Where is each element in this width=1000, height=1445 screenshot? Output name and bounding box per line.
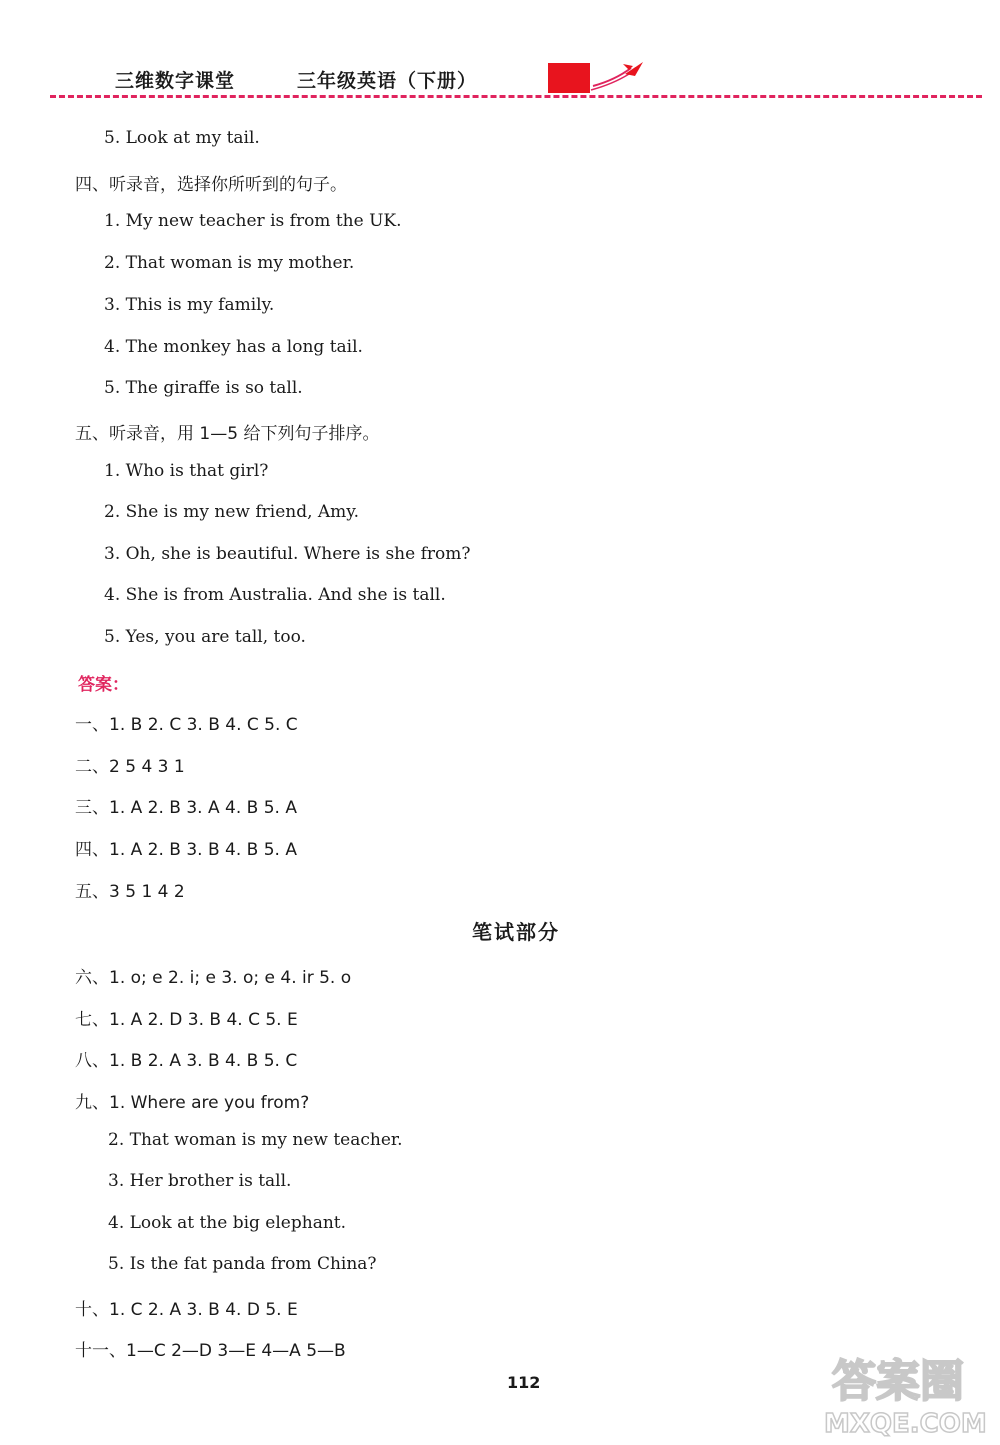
s4-item-5: 5. The giraffe is so tall. — [104, 378, 303, 398]
written-part-title: 笔试部分 — [472, 920, 560, 944]
written-line-6: 六、1. o; e 2. i; e 3. o; e 4. ir 5. o — [75, 968, 352, 988]
s5-item-4: 4. She is from Australia. And she is tall. — [104, 585, 446, 605]
nine-item-2: 2. That woman is my new teacher. — [108, 1130, 403, 1150]
written-line-11: 十一、1—C 2—D 3—E 4—A 5—B — [75, 1341, 346, 1361]
book-title: 三年级英语（下册） — [297, 70, 478, 92]
nine-item-5: 5. Is the fat panda from China? — [108, 1254, 377, 1274]
watermark-url: MXQE.COM — [824, 1409, 987, 1439]
answer-line-1: 一、1. B 2. C 3. B 4. C 5. C — [75, 715, 298, 735]
written-line-8: 八、1. B 2. A 3. B 4. B 5. C — [75, 1051, 298, 1071]
watermark-logo — [812, 1344, 992, 1439]
series-title: 三维数字课堂 — [115, 70, 236, 92]
page-number: 112 — [507, 1373, 541, 1392]
rocket-icon — [585, 58, 649, 92]
nine-item-4: 4. Look at the big elephant. — [108, 1213, 347, 1233]
answer-line-3: 三、1. A 2. B 3. A 4. B 5. A — [75, 798, 297, 818]
s4-item-4: 4. The monkey has a long tail. — [104, 337, 363, 357]
written-line-10: 十、1. C 2. A 3. B 4. D 5. E — [75, 1300, 298, 1320]
answer-line-2: 二、2 5 4 3 1 — [75, 757, 185, 777]
section-5-title: 五、听录音，用 1—5 给下列句子排序。 — [75, 424, 380, 444]
watermark-text: 答案圈 — [832, 1356, 964, 1407]
header-red-block — [548, 63, 590, 93]
s4-item-2: 2. That woman is my mother. — [104, 253, 355, 273]
answer-line-4: 四、1. A 2. B 3. B 4. B 5. A — [75, 840, 297, 860]
written-line-7: 七、1. A 2. D 3. B 4. C 5. E — [75, 1010, 298, 1030]
answers-title: 答案： — [78, 675, 129, 695]
s5-item-5: 5. Yes, you are tall, too. — [104, 627, 306, 647]
page-header — [0, 0, 1000, 110]
s5-item-3: 3. Oh, she is beautiful. Where is she from? — [104, 544, 471, 564]
prev-item-5: 5. Look at my tail. — [104, 128, 260, 148]
nine-item-3: 3. Her brother is tall. — [108, 1171, 292, 1191]
section-4-title: 四、听录音，选择你所听到的句子。 — [75, 175, 347, 195]
answer-line-5: 五、3 5 1 4 2 — [75, 882, 185, 902]
header-divider — [50, 95, 982, 98]
s4-item-3: 3. This is my family. — [104, 295, 275, 315]
s5-item-1: 1. Who is that girl? — [104, 461, 269, 481]
written-line-9: 九、1. Where are you from? — [75, 1093, 310, 1113]
s5-item-2: 2. She is my new friend, Amy. — [104, 502, 360, 522]
s4-item-1: 1. My new teacher is from the UK. — [104, 211, 402, 231]
